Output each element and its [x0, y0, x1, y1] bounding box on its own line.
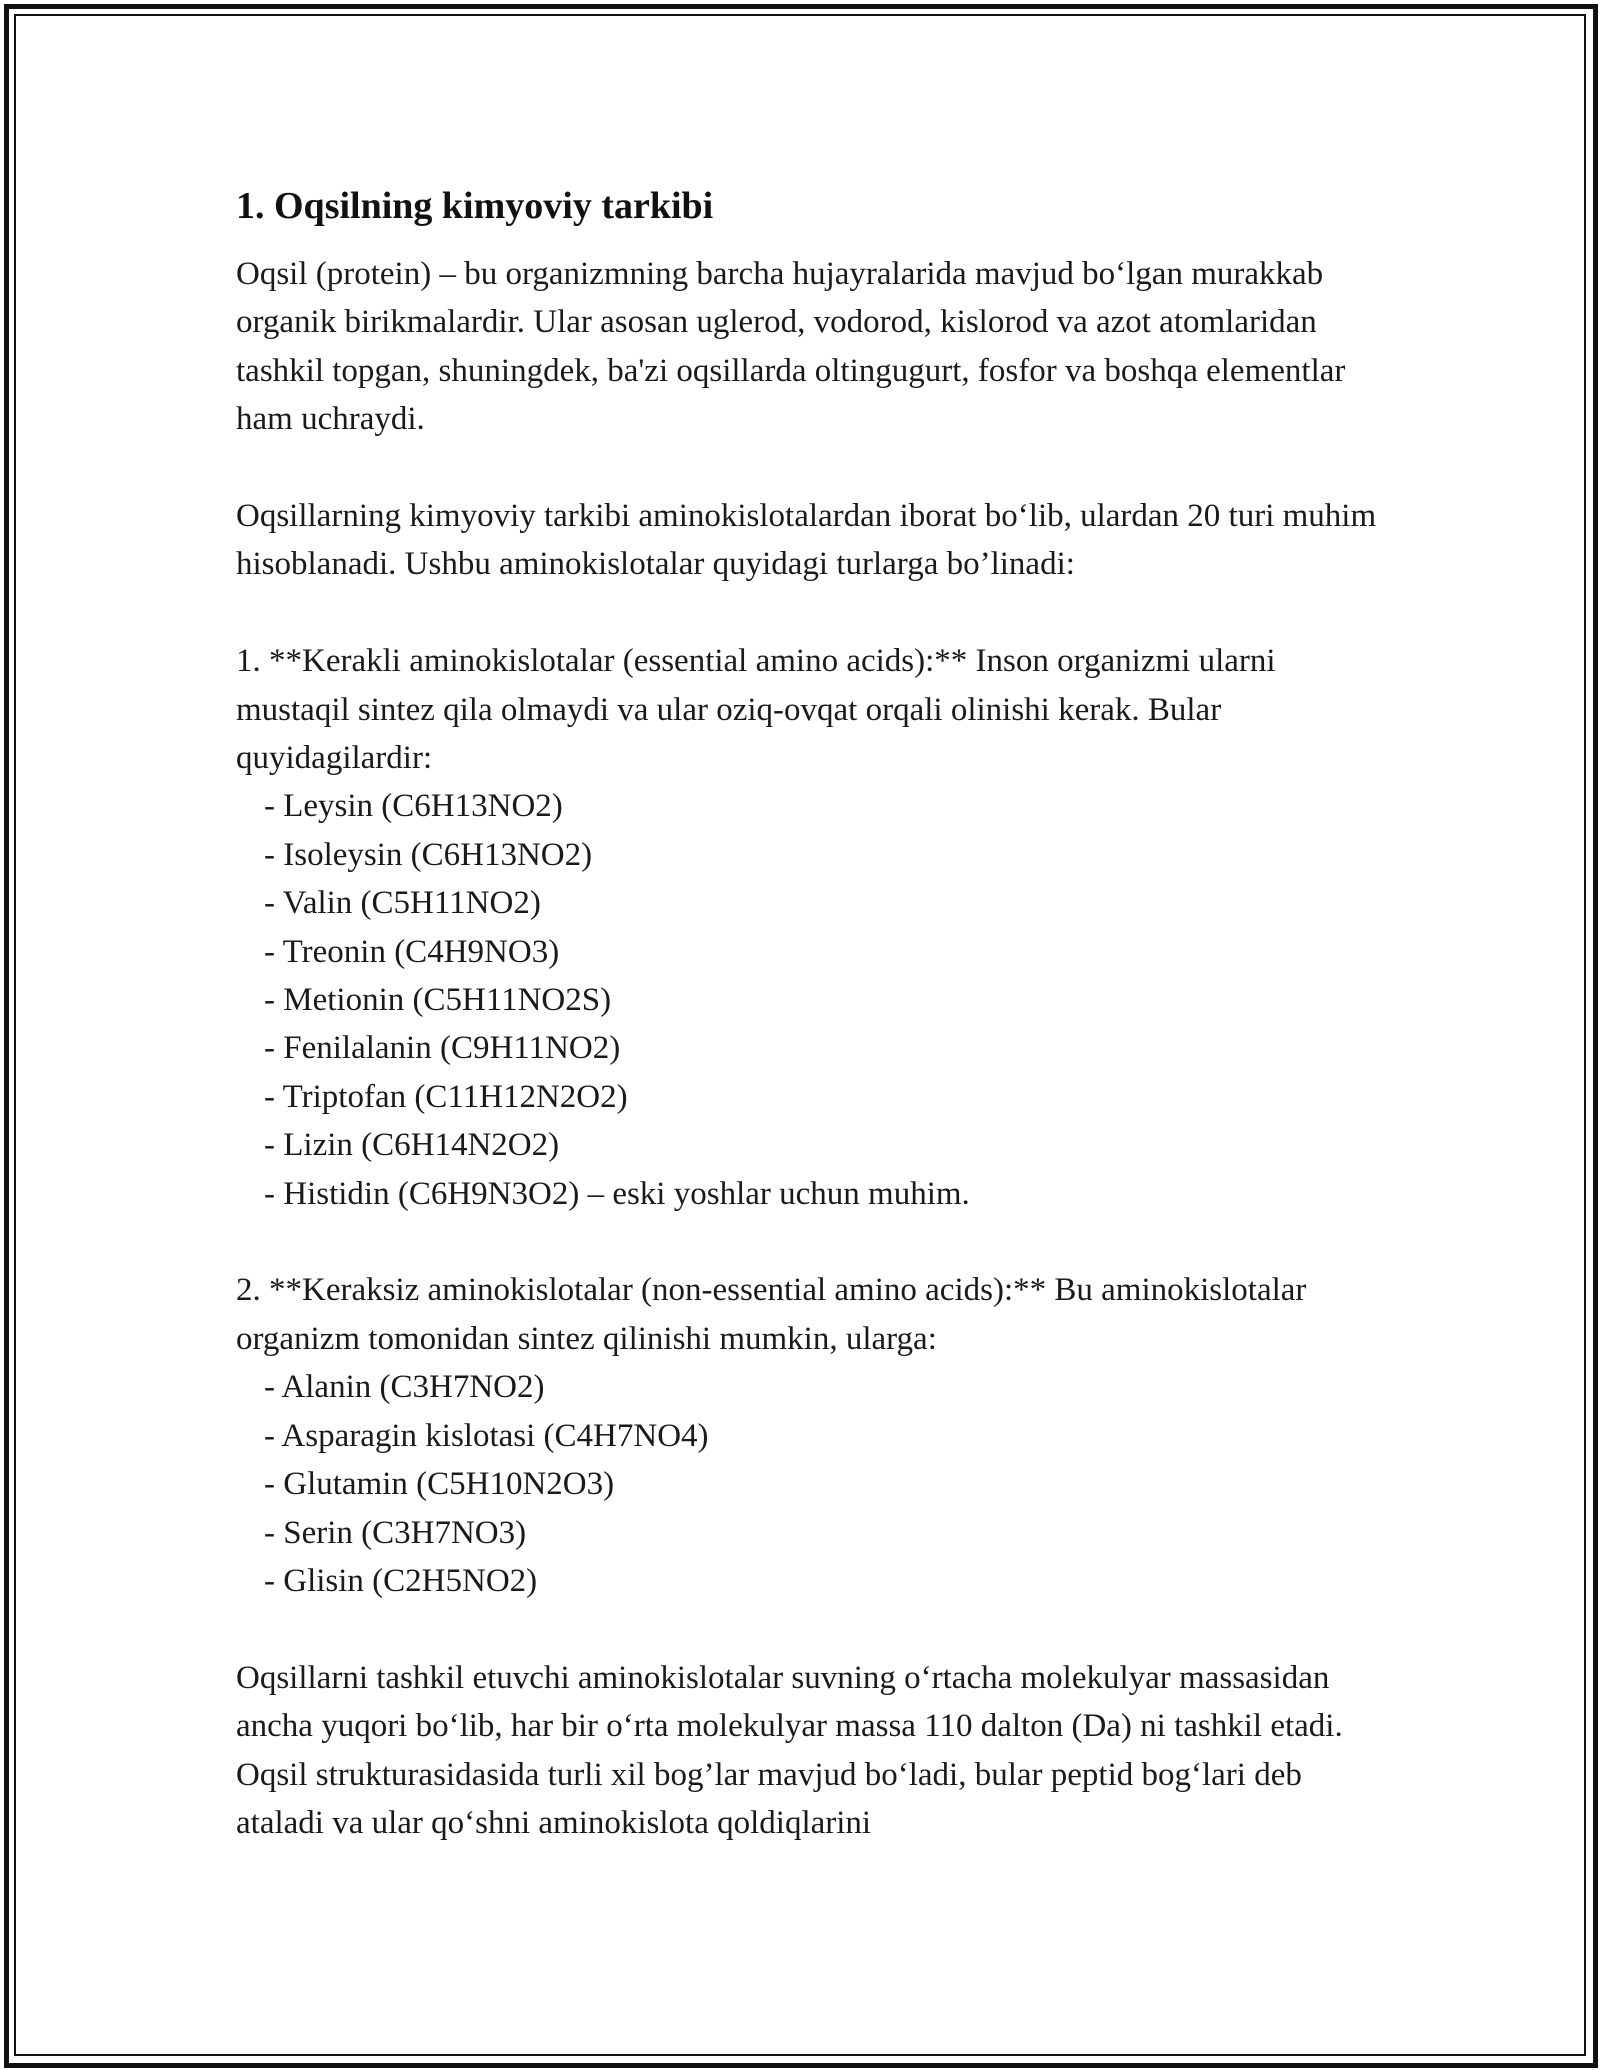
list-item: - Leysin (C6H13NO2): [264, 788, 563, 825]
list-item: - Lizin (C6H14N2O2): [264, 1127, 560, 1164]
list-item: - Valin (C5H11NO2): [264, 885, 541, 922]
list-item: - Serin (C3H7NO3): [264, 1514, 527, 1551]
section-heading: 1. Oqsilning kimyoviy tarkibi: [236, 185, 714, 227]
composition-paragraph: Oqsillarning kimyoviy tarkibi aminokislotalardan iborat bo‘lib, ulardan 20 turi muhim hisoblanadi. Ushbu aminokislotalar quyidagi turlarga bo’linadi:: [236, 498, 1385, 583]
paragraph-spacer: [236, 1218, 1396, 1266]
essential-amino-acid-list: [236, 782, 1396, 1218]
list-item: - Asparagin kislotasi (C4H7NO4): [264, 1417, 709, 1454]
paragraph-spacer: [236, 444, 1396, 492]
list-item: - Treonin (C4H9NO3): [264, 933, 560, 970]
essential-lead: 1. **Kerakli aminokislotalar (essential amino acids):** Inson organizmi ularni mustaqil sintez qila olmaydi va ular oziq-ovqat orqali olinishi kerak. Bular quyidagilardir:: [236, 643, 1284, 777]
list-item: - Isoleysin (C6H13NO2): [264, 836, 593, 873]
closing-paragraph: Oqsillarni tashkil etuvchi aminokislotalar suvning o‘rtacha molekulyar massasidan ancha yuqori bo‘lib, har bir o‘rta molekulyar massa 110 dalton (Da) ni tashkil etadi. Oqsil strukturasidasida turli xil bog’lar mavjud bo‘ladi, bular peptid bog‘lari deb ataladi va ular qo‘shni aminokislota qoldiqlarini: [236, 1659, 1351, 1841]
list-item: - Triptofan (C11H12N2O2): [264, 1078, 628, 1115]
list-item: - Metionin (C5H11NO2S): [264, 982, 612, 1019]
list-item: - Glutamin (C5H10N2O3): [264, 1466, 615, 1503]
list-item: - Fenilalanin (C9H11NO2): [264, 1030, 621, 1067]
list-item: - Histidin (C6H9N3O2) – eski yoshlar uchun muhim.: [264, 1175, 970, 1212]
document-body: [236, 182, 1396, 1847]
nonessential-lead: 2. **Keraksiz aminokislotalar (non-essential amino acids):** Bu aminokislotalar organizm tomonidan sintez qilinishi mumkin, ularga:: [236, 1272, 1315, 1357]
intro-paragraph: Oqsil (protein) – bu organizmning barcha hujayralarida mavjud bo‘lgan murakkab organik birikmalardir. Ular asosan uglerod, vodorod, kislorod va azot atomlaridan tashkil topgan, shuningdek, ba'zi oqsillarda oltingugurt, fosfor va boshqa elementlar ham uchraydi.: [236, 256, 1354, 438]
paragraph-spacer: [236, 589, 1396, 637]
list-item: - Glisin (C2H5NO2): [264, 1562, 538, 1599]
list-item: - Alanin (C3H7NO2): [264, 1369, 545, 1406]
nonessential-amino-acid-list: [236, 1363, 1396, 1605]
paragraph-spacer: [236, 1605, 1396, 1653]
